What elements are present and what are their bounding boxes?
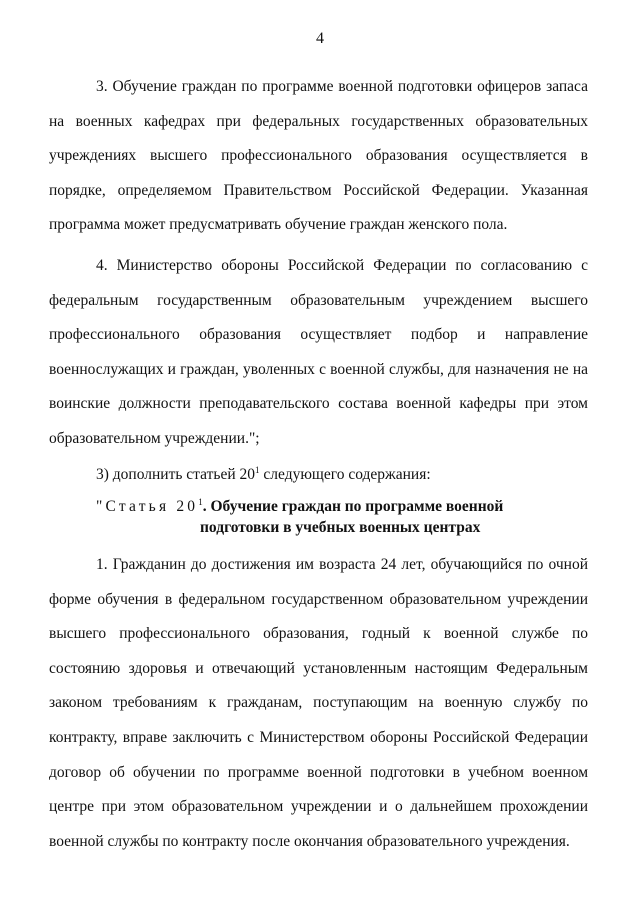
paragraph-item-3: 3. Обучение граждан по программе военной подготовки офицеров запаса на военных кафедрах при федеральных государственных образовательных учреждениях высшего профессионального образования осуществляется в порядке, определяемом Правительством Российской Федерации. Указанная программа может предусматривать обучение граждан женского пола. bbox=[49, 78, 588, 234]
amendment-suffix: следующего содержания: bbox=[259, 466, 431, 483]
amendment-instruction bbox=[49, 458, 588, 493]
amendment-superscript: 1 bbox=[255, 464, 260, 475]
paragraph-item-1: 1. Гражданин до достижения им возраста 24 лет, обучающийся по очной форме обучения в федеральном государственном образовательном учреждении высшего профессионального образования, годный к военной службе по состоянию здоровья и отвечающий установленным настоящим Федеральным законом требованиям к гражданам, поступающим на военную службу по контракту, вправе заключить с Министерством обороны Российской Федерации договор об обучении по программе военной подготовки в учебном военном центре при этом образовательном учреждении и о дальнейшем прохождении военной службы по контракту после окончания образовательного учреждения. bbox=[49, 556, 588, 850]
article-title-line-1: . Обучение граждан по программе военной bbox=[202, 498, 504, 515]
article-lead: "Статья 20 bbox=[96, 498, 199, 515]
paragraph-item-4: 4. Министерство обороны Российской Федерации по согласованию с федеральным государственным образовательным учреждением высшего профессионального образования осуществляет подбор и направление военнослужащих и граждан, уволенных с военной службы, для назначения не на воинские должности преподавательского состава военной кафедры при этом образовательном учреждении."; bbox=[49, 257, 588, 447]
page-number: 4 bbox=[316, 30, 324, 47]
amendment-prefix: 3) дополнить статьей 20 bbox=[96, 466, 256, 483]
article-title-line-2: подготовки в учебных военных центрах bbox=[200, 519, 481, 536]
article-superscript: 1 bbox=[198, 496, 203, 507]
article-heading bbox=[96, 496, 556, 538]
